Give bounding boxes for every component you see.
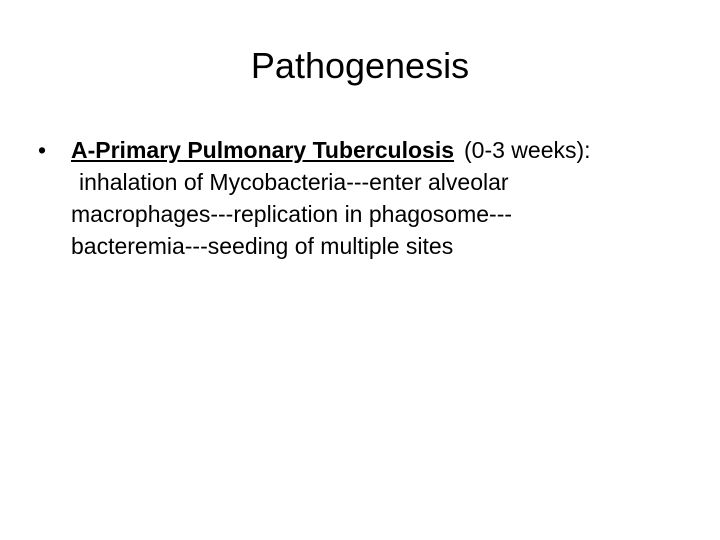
slide-title: Pathogenesis <box>250 45 470 86</box>
slide-body <box>34 134 714 262</box>
bullet-text-line-1: inhalation of Mycobacteria---enter alveolar <box>79 169 509 195</box>
bullet-time-range: (0-3 weeks): <box>464 137 591 163</box>
bullet-item <box>34 134 714 262</box>
bullet-dot-icon: • <box>38 137 47 163</box>
bullet-heading: A-Primary Pulmonary Tuberculosis <box>71 137 455 163</box>
bullet-text-line-3: bacteremia---seeding of multiple sites <box>71 233 454 259</box>
bullet-text-line-2: macrophages---replication in phagosome--- <box>71 201 513 227</box>
bullet-first-line <box>71 134 714 166</box>
